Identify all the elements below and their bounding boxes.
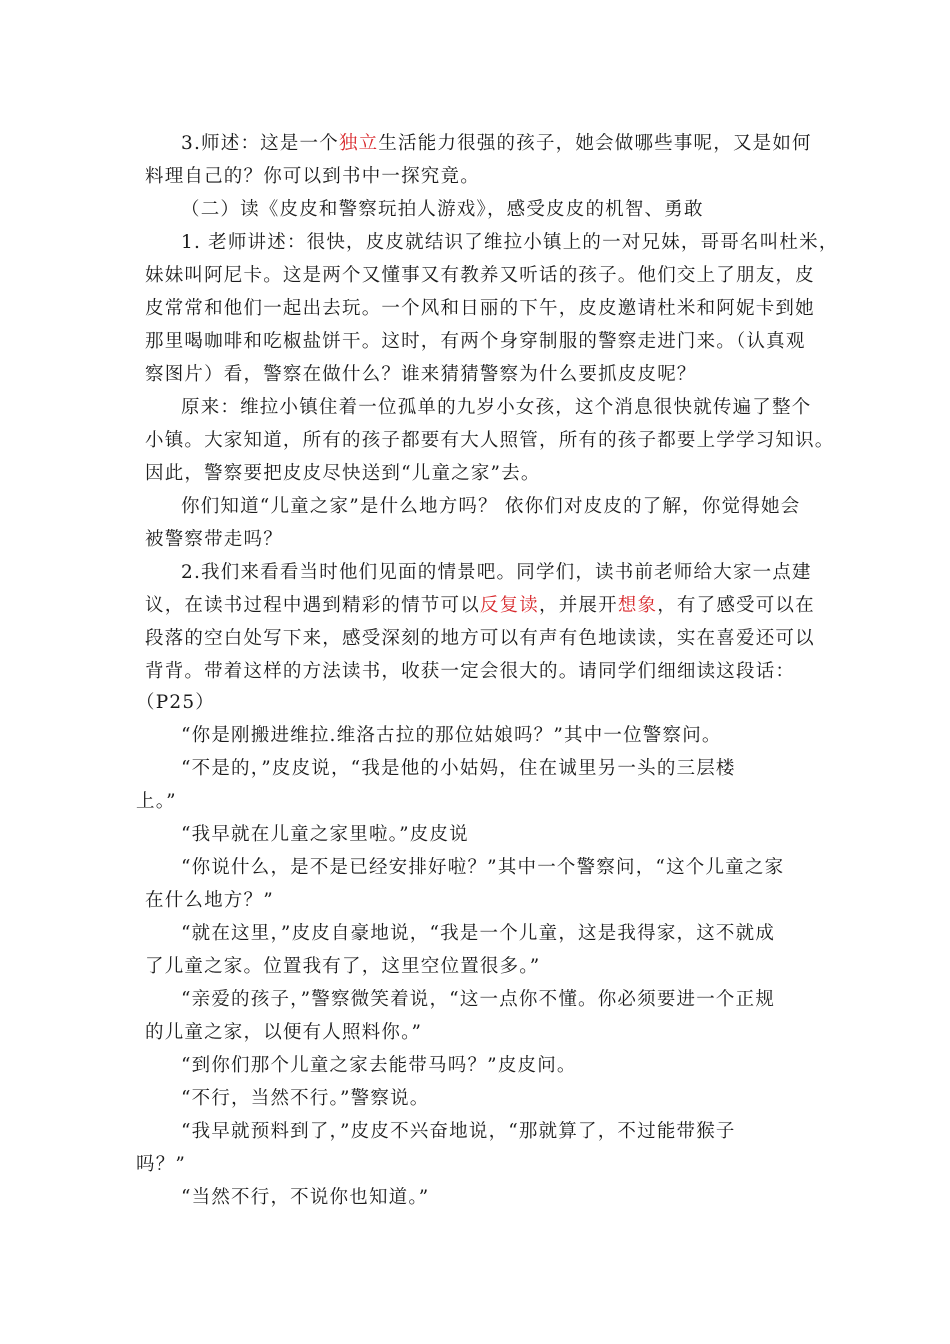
paragraph-line: 那里喝咖啡和吃椒盐饼干。这时，有两个身穿制服的警察走进门来。（认真观: [145, 331, 806, 352]
paragraph-line: 皮常常和他们一起出去玩。一个风和日丽的下午，皮皮邀请杜米和阿妮卡到她: [145, 298, 815, 319]
paragraph-line: 被警察带走吗？: [145, 529, 283, 550]
paragraph-line: [181, 131, 812, 157]
paragraph-line: 料理自己的？你可以到书中一探究竟。: [145, 166, 480, 187]
paragraph-line: 小镇。大家知道，所有的孩子都要有大人照管，所有的孩子都要上学学习知识。: [145, 430, 835, 451]
dialogue-line: 的儿童之家，以便有人照料你。”: [145, 1022, 423, 1043]
dialogue-line: “我早就在儿童之家里啦。”皮皮说: [181, 824, 469, 845]
text-run: ，有了感受可以在: [657, 595, 815, 616]
paragraph-line: 段落的空白处写下来，感受深刻的地方可以有声有色地读读，实在喜爱还可以: [145, 628, 815, 649]
dialogue-line: “不行，当然不行。”警察说。: [181, 1088, 430, 1109]
highlighted-text: 独立: [338, 133, 379, 154]
dialogue-line: “我早就预料到了，”皮皮不兴奋地说，“那就算了，不过能带猴子: [181, 1121, 736, 1142]
dialogue-line: “你是刚搬进维拉.维洛古拉的那位姑娘吗？”其中一位警察问。: [181, 725, 722, 746]
dialogue-line: “不是的，”皮皮说，“我是他的小姑妈，住在诚里另一头的三层楼: [181, 758, 736, 779]
dialogue-line: “当然不行，不说你也知道。”: [181, 1187, 430, 1208]
dialogue-line: “就在这里，”皮皮自豪地说，“我是一个儿童，这是我得家，这不就成: [181, 923, 776, 944]
dialogue-line: 在什么地方？”: [145, 890, 274, 911]
paragraph-line: 原来：维拉小镇住着一位孤单的九岁小女孩，这个消息很快就传遍了整个: [181, 397, 812, 418]
dialogue-line: 了儿童之家。位置我有了，这里空位置很多。”: [145, 956, 541, 977]
page-reference: （P25）: [136, 692, 215, 713]
dialogue-line: “到你们那个儿童之家去能带马吗？”皮皮问。: [181, 1055, 577, 1076]
dialogue-line: 上。”: [136, 791, 177, 812]
paragraph-line: 妹妹叫阿尼卡。这是两个又懂事又有教养又听话的孩子。他们交上了朋友，皮: [145, 265, 815, 286]
text-run: 3.师述：这是一个: [181, 133, 339, 154]
highlighted-text: 想象: [617, 595, 658, 616]
dialogue-line: “你说什么，是不是已经安排好啦？”其中一个警察问，“这个儿童之家: [181, 857, 785, 878]
paragraph-line: 因此，警察要把皮皮尽快送到“儿童之家”去。: [145, 463, 541, 484]
paragraph-line: 1. 老师讲述：很快，皮皮就结识了维拉小镇上的一对兄妹，哥哥名叫杜米，: [181, 232, 839, 253]
text-run: 生活能力很强的孩子，她会做哪些事呢，又是如何: [378, 133, 812, 154]
paragraph-line: 你们知道“儿童之家”是什么地方吗？ 依你们对皮皮的了解，你觉得她会: [181, 496, 801, 517]
dialogue-line: “亲爱的孩子，”警察微笑着说，“这一点你不懂。你必须要进一个正规: [181, 989, 776, 1010]
paragraph-line: 背背。带着这样的方法读书，收获一定会很大的。请同学们细细读这段话：: [145, 661, 796, 682]
text-run: ，并展开: [539, 595, 618, 616]
paragraph-line: 2.我们来看看当时他们见面的情景吧。同学们，读书前老师给大家一点建: [181, 562, 812, 583]
dialogue-line: 吗？”: [136, 1154, 187, 1175]
section-heading: （二）读《皮皮和警察玩拍人游戏》，感受皮皮的机智、勇敢: [181, 199, 704, 220]
text-run: 议，在读书过程中遇到精彩的情节可以: [145, 595, 480, 616]
paragraph-line: 察图片）看，警察在做什么？谁来猜猜警察为什么要抓皮皮呢？: [145, 364, 697, 385]
highlighted-text: 反复读: [479, 595, 540, 616]
paragraph-line: [145, 593, 815, 619]
